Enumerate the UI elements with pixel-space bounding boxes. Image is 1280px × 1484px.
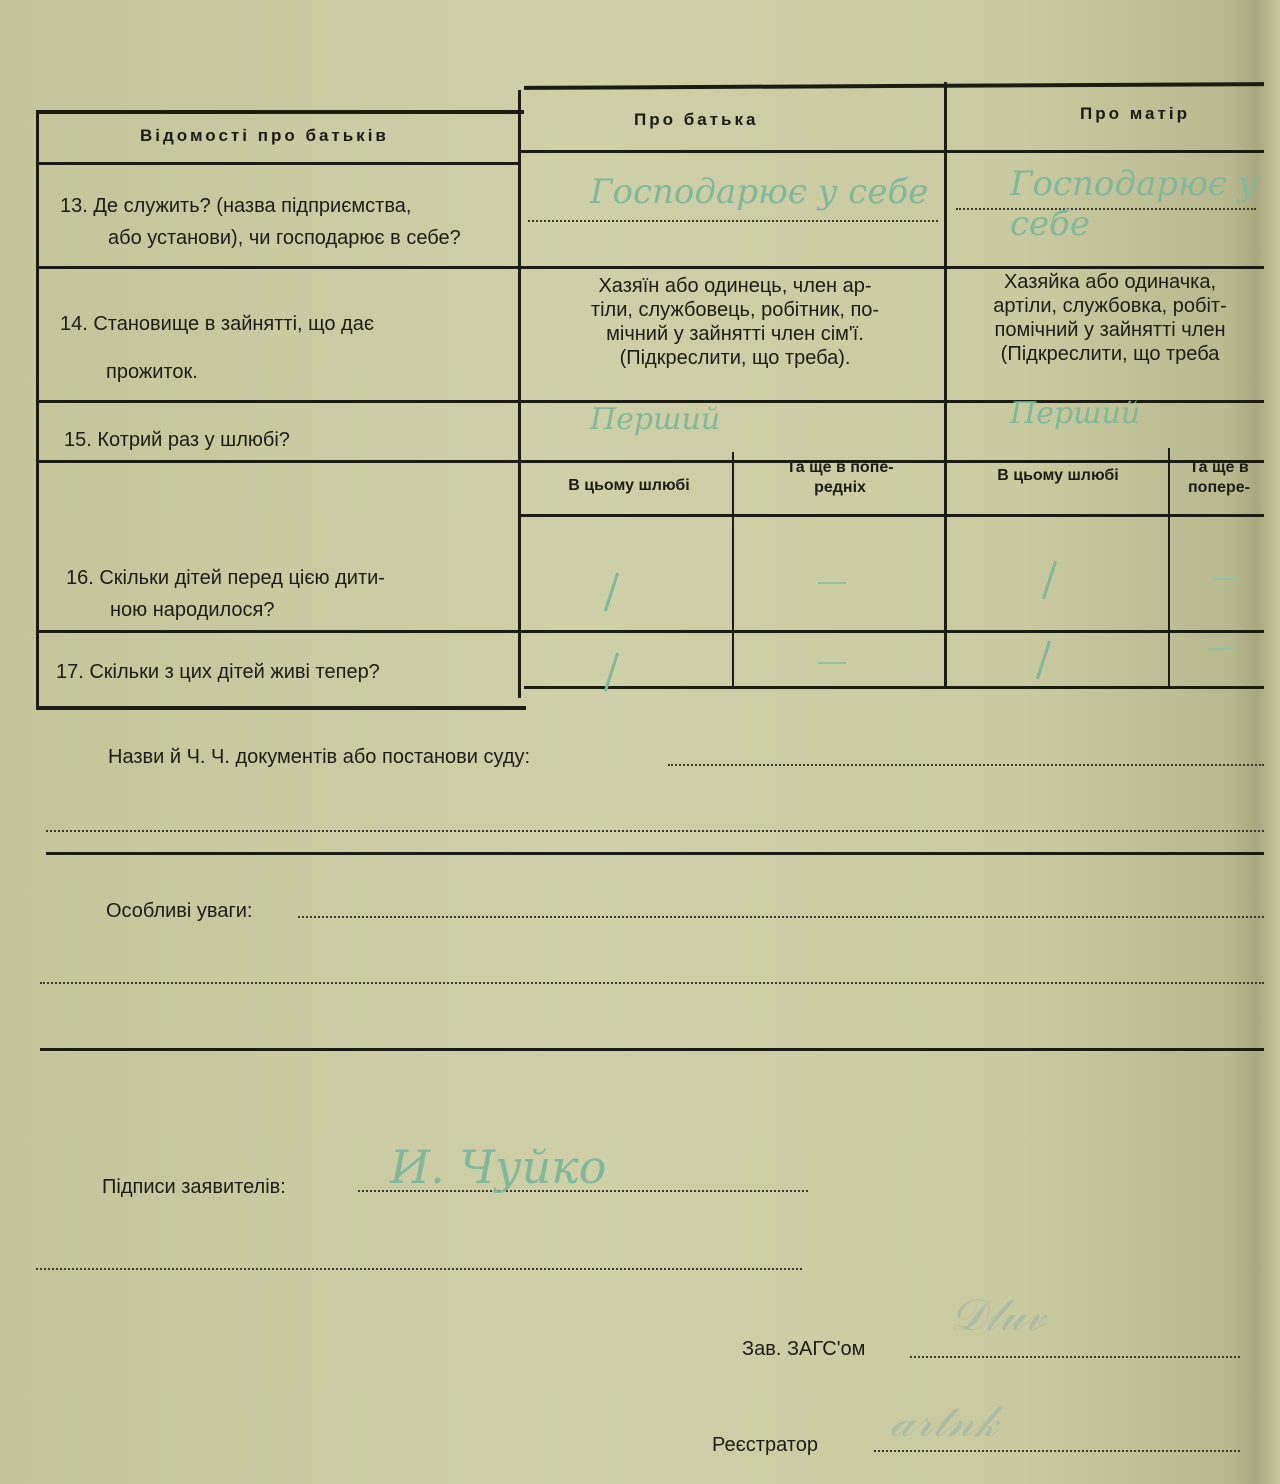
notes-rule: [40, 1048, 1264, 1051]
q16-father-prev-dash: [818, 582, 846, 584]
q14-father-opt-3: мічний у зайнятті член сім'ї.: [606, 323, 864, 345]
q14-mother-opt-3: помічний у зайнятті член: [994, 319, 1226, 341]
col-divider-1: [518, 90, 521, 698]
table-top-border-left: [36, 110, 524, 114]
documents-rule: [46, 852, 1264, 855]
q17-father-prev-dash: [818, 662, 846, 664]
q14-father-opt-1: Хазяїн або одинець, член ар-: [598, 275, 872, 297]
q14-line2: прожиток.: [106, 361, 198, 383]
q14-mother-opt-2: артіли, службовка, робіт-: [993, 295, 1227, 317]
q17-label: 17. Скільки з цих дітей живі тепер?: [56, 661, 380, 683]
q14-father-opt-2: тіли, службовець, робітник, по-: [590, 299, 880, 321]
q13-mother-value: Господарює у себе: [1010, 164, 1258, 244]
row-divider-header-right: [520, 150, 1264, 153]
registrar-signature-scribble: 𝒶𝓇𝓉𝓃𝓀: [890, 1396, 999, 1447]
documents-line-1: [668, 764, 1264, 766]
documents-line-2: [46, 830, 1264, 832]
row-divider-16-sub: [520, 514, 1264, 517]
q16-father-this-header: В цьому шлюбі: [568, 477, 690, 494]
q16-label: [66, 562, 385, 626]
q13-line1: 13. Де служить? (назва підприємства,: [60, 195, 412, 217]
notes-line-2: [40, 982, 1264, 984]
notes-label: Особливі уваги:: [106, 900, 253, 922]
col-divider-2: [944, 82, 947, 688]
q15-label: 15. Котрий раз у шлюбі?: [64, 429, 290, 451]
q16-mother-this-value: [1042, 561, 1057, 600]
table-left-border: [36, 110, 39, 710]
applicant-signature: И. Чуйко: [390, 1140, 607, 1194]
q16-mother-prev-dash: [1212, 578, 1240, 580]
row-divider-header: [36, 162, 520, 165]
q16-father-prev-header: Та ще в попе- редніх: [786, 459, 894, 496]
q15-mother-value: Перший: [1010, 396, 1141, 431]
q13-father-line: [528, 220, 938, 222]
q14-mother-options: [956, 270, 1264, 366]
header-about-father: Про батька: [634, 110, 759, 129]
signatures-line-2: [36, 1268, 802, 1270]
q17-mother-prev-dash: [1208, 648, 1236, 650]
table-bottom-border: [36, 706, 526, 710]
sub-col-divider-father: [732, 452, 734, 688]
header-about-mother: Про матір: [1080, 104, 1190, 123]
registrar-signature-line: [874, 1450, 1240, 1452]
documents-label: Назви й Ч. Ч. документів або постанови суду:: [108, 746, 531, 768]
q13-label: [60, 190, 510, 254]
row-divider-15: [36, 460, 1264, 463]
sub-col-divider-mother: [1168, 448, 1170, 688]
q13-father-value: Господарює у себе: [590, 172, 929, 212]
q14-line1: 14. Становище в зайнятті, що дає: [60, 313, 375, 335]
registrar-label: Реєстратор: [712, 1434, 818, 1456]
q14-label: [60, 308, 374, 388]
q16-father-this-value: [604, 573, 619, 612]
q16-mother-prev-header: Та ще в попере-: [1188, 459, 1250, 496]
q17-mother-this-value: [1036, 641, 1051, 680]
zags-signature-line: [910, 1356, 1240, 1358]
zags-label: Зав. ЗАГС'ом: [742, 1338, 866, 1360]
q15-father-value: Перший: [590, 402, 721, 437]
q16-line1: 16. Скільки дітей перед цією дити-: [66, 567, 385, 589]
q14-mother-opt-4: (Підкреслити, що треба: [1000, 343, 1220, 365]
table-top-border-right: [524, 82, 1264, 90]
zags-signature-scribble: 𝒟𝓁𝓊𝓋: [950, 1290, 1047, 1341]
q14-father-options: [530, 274, 940, 370]
notes-line-1: [298, 916, 1264, 918]
q16-mother-this-header: В цьому шлюбі: [997, 467, 1119, 484]
q14-father-opt-4: (Підкреслити, що треба).: [619, 347, 851, 369]
row-divider-16: [36, 630, 1264, 633]
q16-line2: ною народилося?: [110, 599, 275, 621]
row-divider-13: [36, 266, 1264, 269]
table-bottom-border-right: [524, 686, 1264, 689]
signatures-label: Підписи заявителів:: [102, 1176, 286, 1198]
header-parents-info: Відомості про батьків: [140, 126, 389, 145]
q14-mother-opt-1: Хазяйка або одиначка,: [1003, 271, 1217, 293]
q13-line2: або установи), чи господарює в себе?: [108, 227, 461, 249]
